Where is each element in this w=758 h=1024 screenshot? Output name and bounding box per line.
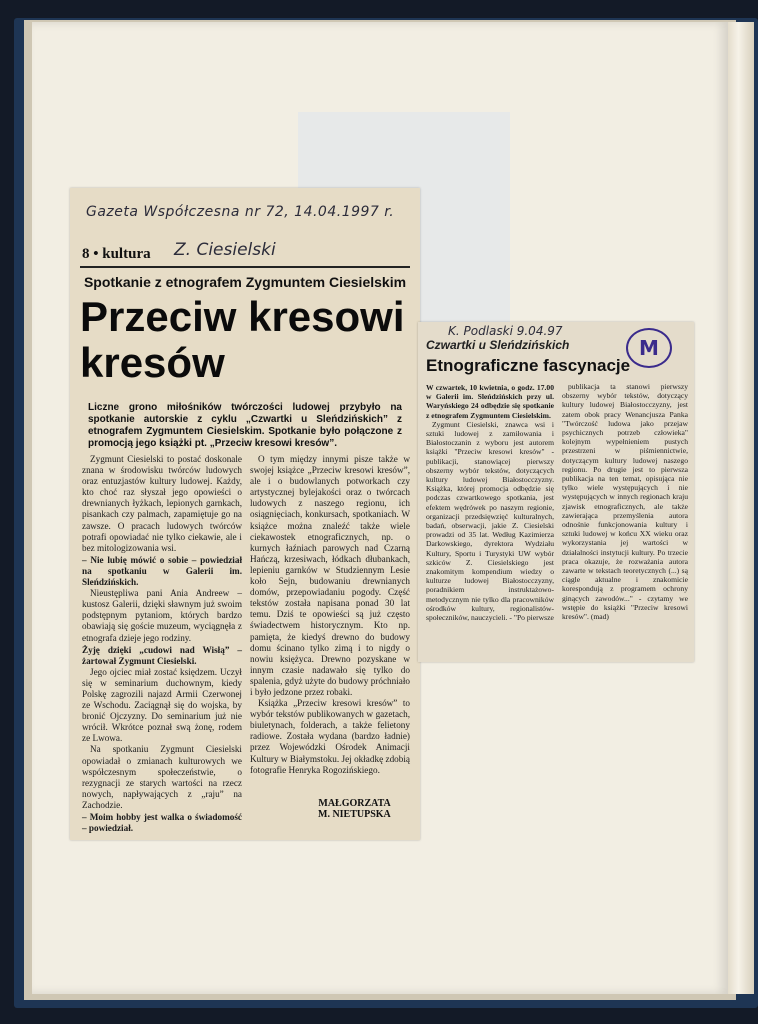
article-column-1 xyxy=(426,382,554,622)
article-column-2 xyxy=(250,454,410,776)
paragraph: – Moim hobby jest walka o świadomość – powiedział. xyxy=(82,812,242,834)
byline xyxy=(318,798,391,820)
handwritten-source-note: Gazeta Współczesna nr 72, 14.04.1997 r. xyxy=(86,204,395,220)
paragraph: Książka „Przeciw kresowi kresów” to wybór tekstów publikowanych w gazetach, biuletynach, folderach, a także felietony radiowe. Została wydana (bardzo ładnie) przez Wojewódzki Ośrodek Animacji Kultury w Białymstoku. Jej okładkę zdobią fotografie Henryka Rogozińskiego. xyxy=(250,698,410,775)
paragraph: publikacja ta stanowi pierwszy obszerny wybór tekstów, dotyczący kultury ludowej Białostocczyzny, jest zatem obok pracy Wenancjusza Panka "Twórczość ludowa jako przejaw psychicznych potrzeb człowieka" kolejnym wypełnieniem pustych przestrzeni w piśmiennictwie, dotyczącym kultury ludowej naszego regionu. Po drugie jest to pierwsza publikacja na ten temat, opisująca nie tylko wiele występujących i nie występujących w innych regionach kraju zjawisk etnograficznych, ale także zawierająca przemyślenia autora odnośnie funkcjonowania kultury i sztuki ludowej w końcu XX wieku oraz wykorzystania jej wartości w działalności instytucji kultury. Po trzecie praca okazuje, że rozważania autora zawarte w tekstach teoretycznych (...) są ciągle aktualne i znakomicie korespondują z programem ochrony ginących zawodów..." - czytamy we wstępie do książki "Przeciw kresowi kresów". (mad) xyxy=(562,382,688,622)
paragraph: Na spotkaniu Zygmunt Ciesielski opowiadał o zmianach kulturowych we współczesnym społeczeństwie, o rezygnacji ze starych wartości na rzecz nowych, napływających z „raju” na Zachodzie. xyxy=(82,744,242,810)
article-lead: Liczne grono miłośników twórczości ludowej przybyło na spotkanie autorskie z cyklu „Czwartki u Sleńdzińskich” z etnografem Zygmuntem Ciesielskim. Spotkanie było połączone z promocją jego książki pt. „Przeciw kresowi kresów”. xyxy=(88,402,402,449)
paragraph: O tym między innymi pisze także w swojej książce „Przeciw kresowi kresów”, ale i o budowlanych potworkach czy artystycznej bylejakości oraz o twórcach ludowych z naszego regionu, ich osiągnięciach, konkursach, spotkaniach. W książce można znaleźć także wiele ciekawostek etnograficznych, np. o kurnych łaźniach parowych nad Czarną Hańczą, krzesiwach, łódkach dłubankach, lepieniu garnków w Studziennym Lesie koło Sejn, budowaniu drewnianych domów, przepowiadaniu pogody. Część tekstów została napisana ponad 30 lat temu. Dziś te opowieści są już często świadectwem historycznym. Kto np. pamięta, że kiedyś drewno do budowy domu ścinano tylko zimą i to nigdy o nowiu księżyca. Drewno pozyskane w innym czasie nadawało się tylko do spalenia, gdyż użyte do budowy próchniało i było jedzone przez robaki. xyxy=(250,454,410,697)
newspaper-clipping-2 xyxy=(418,322,694,662)
article-kicker: Spotkanie z etnografem Zygmuntem Ciesielskim xyxy=(83,274,407,290)
circled-letter-stamp: M xyxy=(626,328,672,368)
article-column-1 xyxy=(82,454,242,834)
paragraph: Nieustępliwa pani Ania Andreew – kustosz Galerii, dzięki sławnym już swoim podstępnym pytaniom, których bardzo obawiają się goście muzeum, wyciągnęła z etnografa dzieje jego rodziny. xyxy=(82,588,242,643)
article-headline: Etnograficzne fascynacje xyxy=(426,356,631,375)
section-label: 8 • kultura xyxy=(82,246,151,262)
section-rule xyxy=(80,266,410,268)
paragraph: Żyję dzięki „cudowi nad Wisłą” – żartował Zygmunt Ciesielski. xyxy=(82,644,242,666)
paragraph: W czwartek, 10 kwietnia, o godz. 17.00 w Galerii im. Sleńdzińskich przy ul. Waryńskiego 24 odbędzie się spotkanie z etnografem Zygmuntem Ciesielskim. xyxy=(426,383,554,420)
byline-line: MAŁGORZATA xyxy=(318,798,391,809)
paragraph: Zygmunt Ciesielski, znawca wsi i sztuki ludowej z zamiłowania i Białostoczanin z wyboru jest autorem książki "Przeciw kresowi kresów" - publikacji, stanowiącej pierwszy obszerny wybór tekstów, dotyczących kultury ludowej Białostocczyzny. Książka, której promocja odbędzie się podczas czwartkowego spotkania, jest efektem wędrówek po naszym regionie, organizacji przedsięwzięć kulturalnych, badań, obserwacji, jakie Z. Ciesielski prowadzi od 35 lat. Według Kazimierza Darkowskiego, dyrektora Wydziału Kultury, Sportu i Turystyki UW wybór szkiców Z. Ciesielskiego jest znakomitym kompendium wiedzy o kulturze ludowej Białostocczyzny, poradnikiem instruktażowo-metodycznym nie tylko dla pracowników ośrodków kultury, regionalistów-społeczników, nauczycieli. - "Po pierwsze xyxy=(426,419,554,623)
paragraph: Zygmunt Ciesielski to postać doskonale znana w środowisku twórców ludowych oraz entuzjastów kultury ludowej. Każdy, kto choć raz słyszał jego opowieści o drewnianych łyżkach, lepionych garnkach, pisankach czy palmach, zapamiętuje go na zawsze. O pracach ludowych twórców potrafi opowiadać nie tylko ciekawie, ale i bez mitologizowania wsi. xyxy=(82,454,242,553)
byline-line: M. NIETUPSKA xyxy=(318,809,391,820)
paragraph: – Nie lubię mówić o sobie – powiedział na spotkaniu w Galerii im. Sleńdzińskich. xyxy=(82,554,242,588)
article-column-2 xyxy=(562,382,688,621)
article-kicker: Czwartki u Sleńdzińskich xyxy=(426,338,570,352)
handwritten-author-note: Z. Ciesielski xyxy=(174,240,276,260)
newspaper-clipping-1 xyxy=(70,188,420,840)
page-edge xyxy=(728,22,754,994)
paragraph: Jego ojciec miał zostać księdzem. Uczył się w seminarium duchownym, kiedy Polskę zagrozili najazd Armii Czerwonej ze Wschodu. Zaciągnął się do wojska, by bronić Ojczyzny. Do seminarium już nie wrócił. Wkrótce poznał swą żonę, rodem ze Lwowa. xyxy=(82,666,242,744)
article-headline: Przeciw kresowi kresów xyxy=(80,293,405,386)
handwritten-source-note: K. Podlaski 9.04.97 xyxy=(448,324,563,338)
